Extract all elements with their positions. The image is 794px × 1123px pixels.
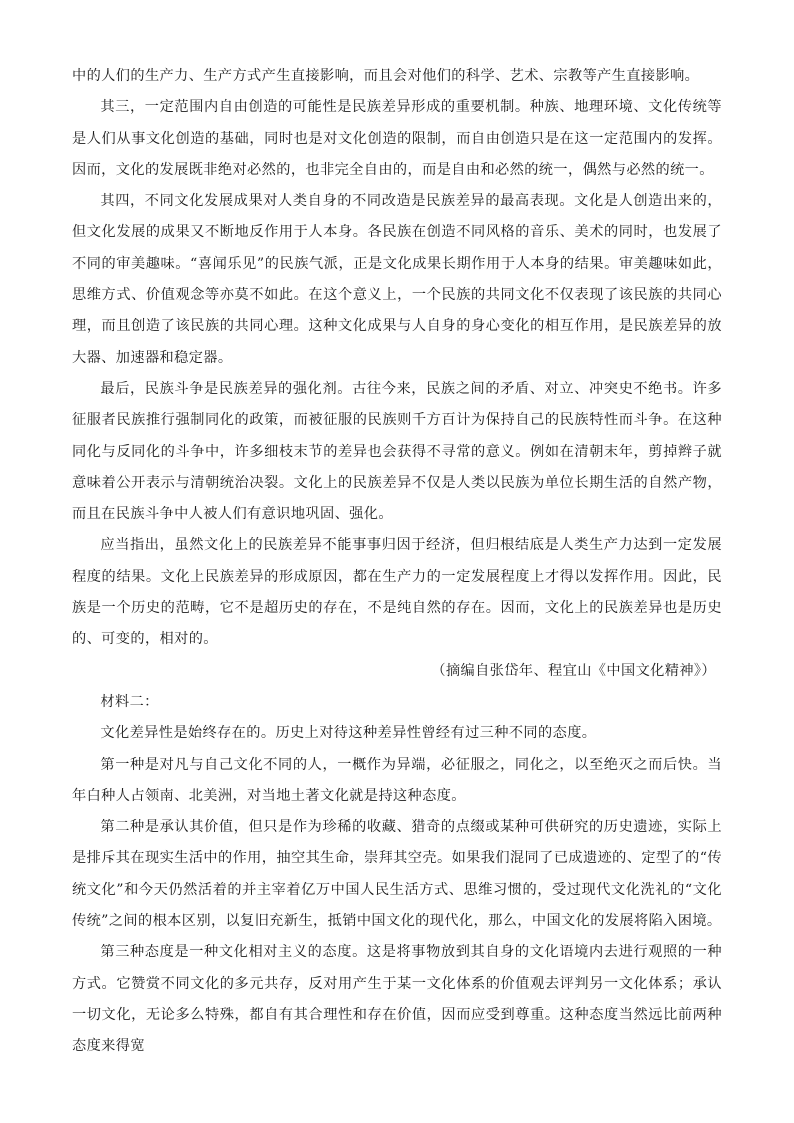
paragraph-conclusion: 应当指出，虽然文化上的民族差异不能事事归因于经济，但归根结底是人类生产力达到一定发展程度的结果。文化上民族差异的形成原因，都在生产力的一定发展程度上才得以发挥作用。因此，民族是一个历史的范畴，它不是超历史的存在，不是纯自然的存在。因而，文化上的民族差异也是历史的、可变的，相对的。: [72, 537, 722, 648]
paragraph-third-mechanism: 其三，一定范围内自由创造的可能性是民族差异形成的重要机制。种族、地理环境、文化传统等是人们从事文化创造的基础，同时也是对文化创造的限制，而自由创造只是在这一定范围内的发挥。因而，文化的发展既非绝对必然的，也非完全自由的，而是自由和必然的统一，偶然与必然的统一。: [72, 99, 722, 178]
paragraph-ethnic-struggle: 最后，民族斗争是民族差异的强化剂。古往今来，民族之间的矛盾、对立、冲突史不绝书。许多征服者民族推行强制同化的政策，而被征服的民族则千方百计为保持自己的民族特性而斗争。在这种同化与反同化的斗争中，许多细枝末节的差异也会获得不寻常的意义。例如在清朝末年，剪掉辫子就意味着公开表示与清朝统治决裂。文化上的民族差异不仅是人类以民族为单位长期生活的自然产物，而且在民族斗争中人被人们有意识地巩固、强化。: [72, 380, 722, 523]
paragraph-cultural-difference: 文化差异性是始终存在的。历史上对待这种差异性曾经有过三种不同的态度。: [100, 725, 597, 742]
paragraph-fourth-mechanism: 其四，不同文化发展成果对人类自身的不同改造是民族差异的最高表现。文化是人创造出来的，但文化发展的成果又不断地反作用于人本身。各民族在创造不同风格的音乐、美术的同时，也发展了不同的审美趣味。“喜闻乐见”的民族气派，正是文化成果长期作用于人本身的结果。审美趣味如此，思维方式、价值观念等亦莫不如此。在这个意义上，一个民族的共同文化不仅表现了该民族的共同心理，而且创造了该民族的共同心理。这种文化成果与人自身的身心变化的相互作用，是民族差异的放大器、加速器和稳定器。: [72, 193, 722, 366]
material-two-label: 材料二：: [100, 693, 159, 710]
document-body: [72, 61, 722, 1063]
citation: （摘编自张岱年、程宜山《中国文化精神》）: [431, 662, 716, 679]
paragraph-continuation: 中的人们的生产力、生产方式产生直接影响，而且会对他们的科学、艺术、宗教等产生直接影响。: [72, 68, 700, 84]
paragraph-second-attitude: 第二种是承认其价值，但只是作为珍稀的收藏、猎奇的点缀或某种可供研究的历史遗迹，实际上是排斥其在现实生活中的作用，抽空其生命，崇拜其空壳。如果我们混同了已成遗迹的、定型了的“传统文化”和今天仍然活着的并主宰着亿万中国人民生活方式、思维习惯的，受过现代文化洗礼的“文化传统”之间的根本区别，以复旧充新生，抵销中国文化的现代化，那么，中国文化的发展将陷入困境。: [72, 819, 722, 930]
paragraph-third-attitude: 第三种态度是一种文化相对主义的态度。这是将事物放到其自身的文化语境内去进行观照的一种方式。它赞赏不同文化的多元共存，反对用产生于某一文化体系的价值观去评判另一文化体系；承认一切文化，无论多么特殊，都自有其合理性和存在价值，因而应受到尊重。这种态度当然远比前两种态度来得宽: [72, 944, 722, 1055]
paragraph-first-attitude: 第一种是对凡与自己文化不同的人，一概作为异端，必征服之，同化之，以至绝灭之而后快。当年白种人占领南、北美洲，对当地土著文化就是持这种态度。: [72, 756, 722, 804]
